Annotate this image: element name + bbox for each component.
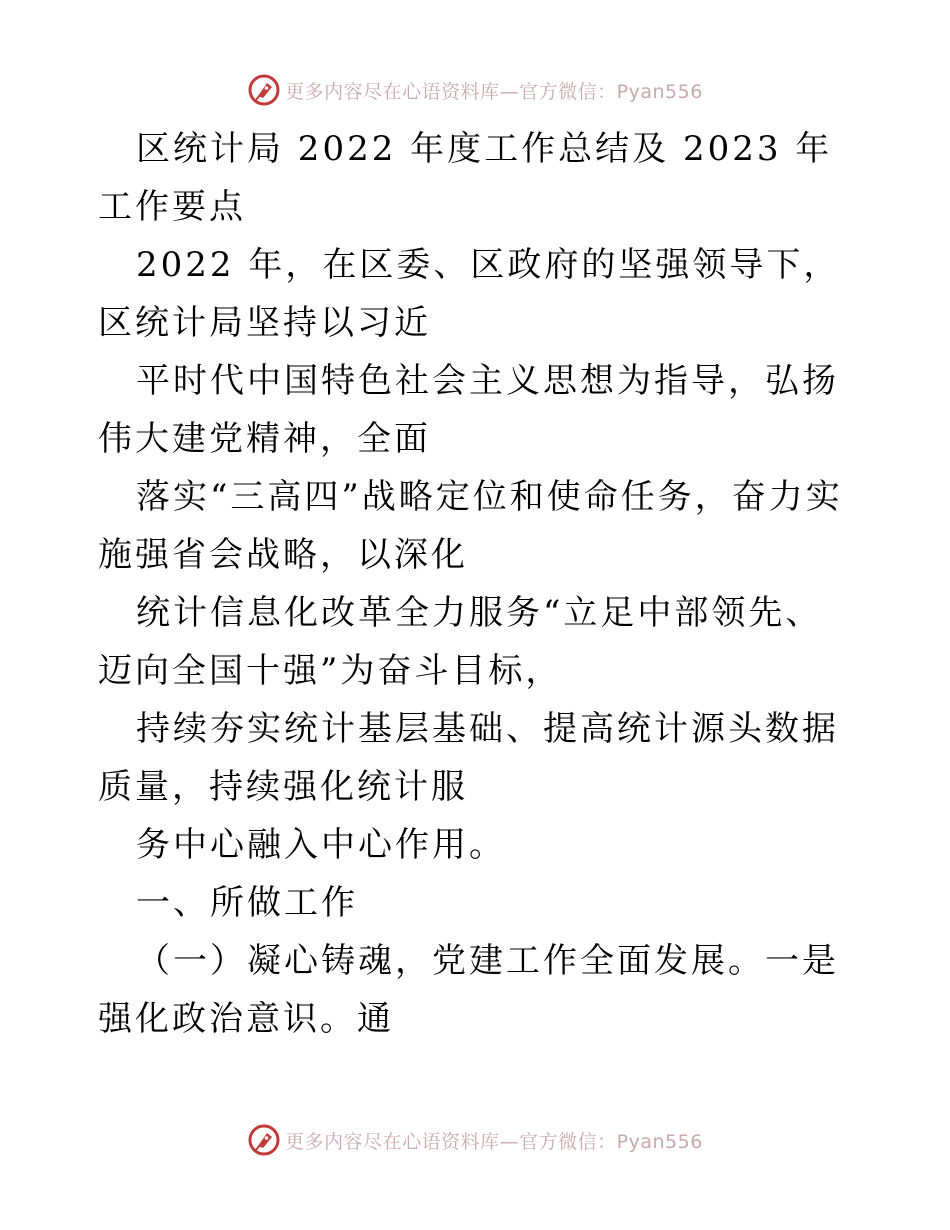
paragraph: 2022 年，在区委、区政府的坚强领导下，区统计局坚持以习近: [98, 245, 841, 343]
paragraph: 统计信息化改革全力服务“立足中部领先、迈向全国十强”为奋斗目标，: [98, 593, 823, 691]
paragraph: 平时代中国特色社会主义思想为指导，弘扬伟大建党精神，全面: [98, 361, 839, 459]
section-heading: 一、所做工作: [136, 883, 358, 923]
document-title: 区统计局 2022 年度工作总结及 2023 年工作要点: [98, 129, 833, 227]
pen-nib-circle-icon: [247, 73, 281, 107]
watermark-footer: [0, 1120, 950, 1160]
watermark-text: 更多内容尽在心语资料库—官方微信：Pyan556: [285, 1130, 703, 1153]
paragraph: 务中心融入中心作用。: [136, 825, 506, 865]
pen-nib-circle-icon: [247, 1123, 281, 1157]
paragraph: 持续夯实统计基层基础、提高统计源头数据质量，持续强化统计服: [98, 709, 839, 807]
paragraph: （一）凝心铸魂，党建工作全面发展。一是强化政治意识。通: [98, 941, 839, 1039]
document-body: [98, 120, 858, 1048]
watermark-text: 更多内容尽在心语资料库—官方微信：Pyan556: [285, 80, 703, 103]
watermark-header: [0, 70, 950, 110]
paragraph: 落实“三高四”战略定位和使命任务，奋力实施强省会战略，以深化: [98, 477, 843, 575]
